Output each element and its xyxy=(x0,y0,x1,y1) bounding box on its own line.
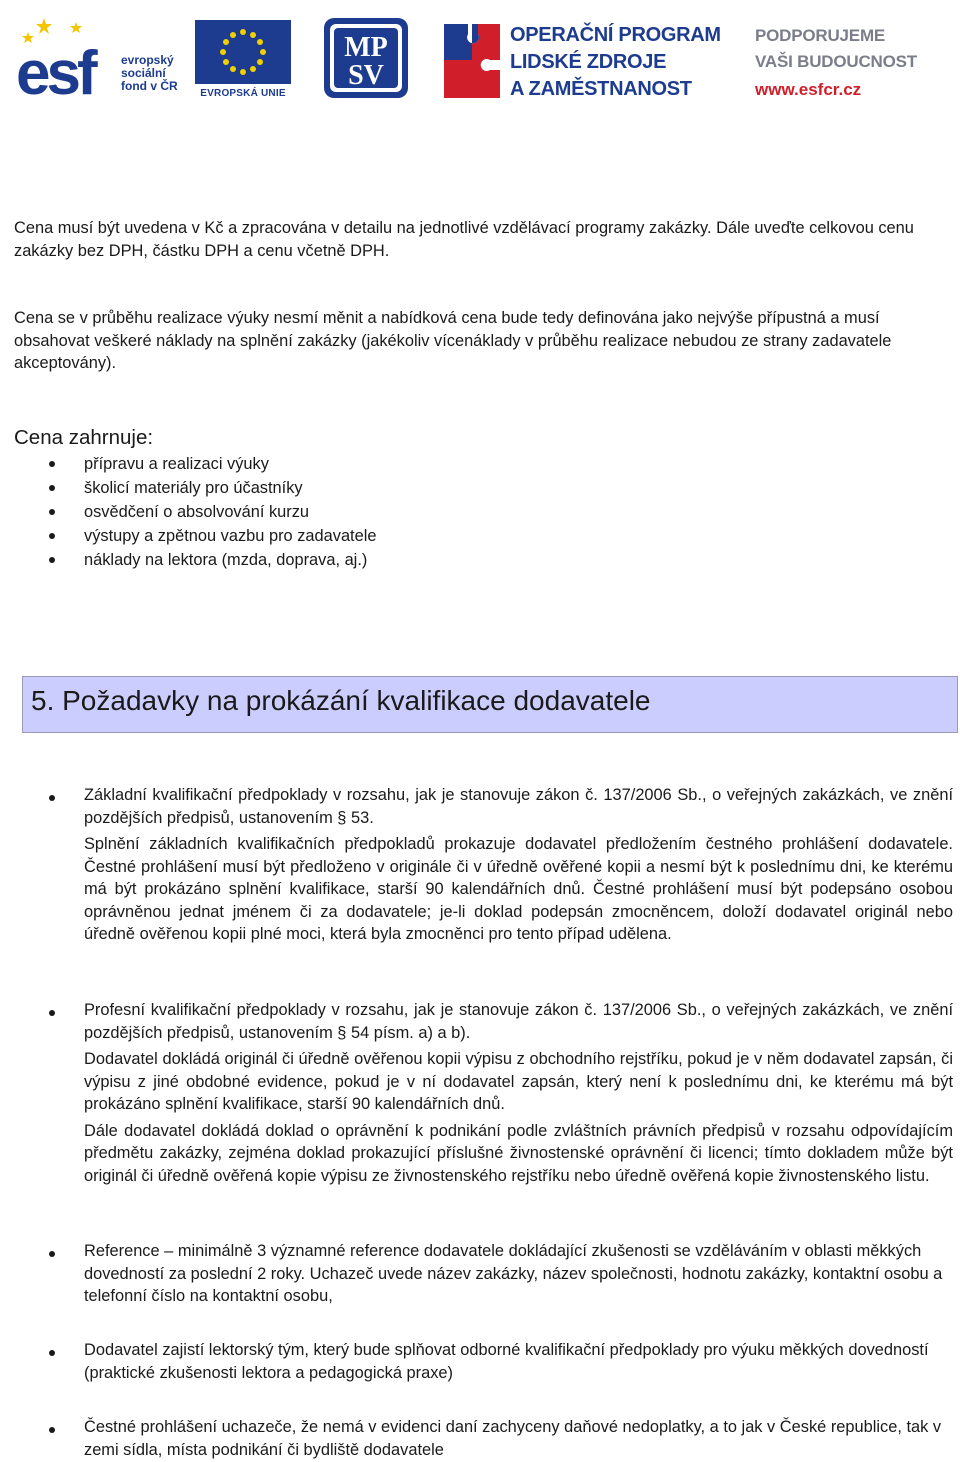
bullet-icon xyxy=(49,1350,55,1356)
item-paragraph: Dodavatel zajistí lektorský tým, který bude splňovat odborné kvalifikační předpoklady pro výuku měkkých dovedností (praktické zkušenosti lektora a pedagogická praxe) xyxy=(84,1341,929,1382)
item-paragraph: Reference – minimálně 3 významné reference dodavatele dokládající zkušenosti se vzděláváním v oblasti měkkých dovedností za poslední 2 roky. Uchazeč uvede název zakázky, název společnosti, hodnotu zakázky, kontaktní osobu a telefonní číslo na kontaktní osobu, xyxy=(84,1242,943,1305)
item-paragraph: Dále dodavatel dokládá doklad o oprávnění k podnikání podle zvláštních právních předpisů v rozsahu odpovídajícím předmětu zakázky, zejména doklad prokazující příslušné živnostenské oprávnění či licenci; tímto dokladem může být originál či úředně ověřená kopie výpisu ze živnostenského rejstříku nebo úředně ověřená kopie živnostenského listu. xyxy=(84,1121,953,1185)
eu-logo xyxy=(193,20,293,102)
item-paragraph: Profesní kvalifikační předpoklady v rozsahu, jak je stanovuje zákon č. 137/2006 Sb., o veřejných zakázkách, ve znění pozdějších předpisů, ustanovením § 54 písm. a) a b). xyxy=(84,1001,953,1042)
list-item xyxy=(0,476,377,500)
qualification-item-references xyxy=(0,1240,960,1308)
header-logos xyxy=(0,0,960,120)
qualification-item-professional xyxy=(0,999,960,1187)
bullet-icon xyxy=(49,1251,55,1257)
intro-paragraph-fixed-price: Cena se v průběhu realizace výuky nesmí měnit a nabídková cena bude tedy definována jako nejvýše přípustná a musí obsahovat veškeré náklady na splnění zakázky (jakékoliv vícenáklady v průběhu realizace nebudou ze strany zadavatele akceptovány). xyxy=(14,309,892,372)
bullet-icon xyxy=(49,795,55,801)
item-paragraph: Splnění základních kvalifikačních předpokladů prokazuje dodavatel předložením čestného prohlášení dodavatele. Čestné prohlášení musí být předloženo v originále či v úředně ověřené kopii a nesmí být k poslednímu dni, ke kterému má být prokázáno splnění kvalifikace, starší 90 kalendářních dnů. Čestné prohlášení musí být podepsáno osobou oprávněnou jednat jménem či za dodavatele; je-li doklad podepsán zmocněncem, doloží dodavatel originál nebo úředně ověřenou kopii plné moci, která byla zmocněnci pro tento případ udělena. xyxy=(84,835,953,943)
bullet-icon xyxy=(49,533,55,539)
support-logo xyxy=(755,24,955,104)
bullet-icon xyxy=(49,509,55,515)
intro-paragraph-price: Cena musí být uvedena v Kč a zpracována v detailu na jednotlivé vzdělávací programy zakázky. Dále uveďte celkovou cenu zakázky bez DPH, částku DPH a cenu včetně DPH. xyxy=(14,219,914,260)
section-title: 5. Požadavky na prokázání kvalifikace dodavatele xyxy=(31,685,651,716)
mpsv-logo xyxy=(322,16,410,100)
item-paragraph: Dodavatel dokládá originál či úředně ověřenou kopii výpisu z obchodního rejstříku, pokud je v něm dodavatel zapsán, či výpisu z jiné obdobné evidence, pokud je v ní dodavatel zapsán, který není k poslednímu dni, ke kterému má být prokázáno splnění kvalifikace, starší 90 kalendářních dnů. xyxy=(84,1050,953,1113)
item-paragraph: Čestné prohlášení uchazeče, že nemá v evidenci daní zachyceny daňové nedoplatky, a to jak v České republice, tak v zemi sídla, místa podnikání či bydliště dodavatele xyxy=(84,1418,942,1459)
bullet-icon xyxy=(49,1427,55,1433)
support-line: VAŠI BUDOUCNOST xyxy=(755,52,917,71)
list-item-text: osvědčení o absolvování kurzu xyxy=(84,503,310,521)
mpsv-icon xyxy=(322,16,410,100)
op-lzz-logo xyxy=(440,20,740,102)
svg-text:SV: SV xyxy=(348,60,384,91)
qualification-item-tax-declaration xyxy=(0,1416,960,1461)
list-item xyxy=(0,500,377,524)
bullet-icon xyxy=(49,485,55,491)
esf-caption-line: evropský xyxy=(121,53,174,67)
svg-text:MP: MP xyxy=(344,32,388,63)
qualification-item-basic xyxy=(0,784,960,946)
bullet-icon xyxy=(49,1010,55,1016)
svg-text:esf: esf xyxy=(16,39,94,104)
support-line: PODPORUJEME xyxy=(755,26,886,45)
list-item xyxy=(0,524,377,548)
list-item xyxy=(0,452,377,476)
eu-flag-icon xyxy=(193,20,293,86)
op-line: OPERAČNÍ PROGRAM xyxy=(510,24,721,46)
esf-caption-line: sociální xyxy=(121,66,166,80)
bullet-icon xyxy=(49,461,55,467)
op-line: A ZAMĚSTNANOST xyxy=(510,78,692,100)
list-item-text: přípravu a realizaci výuky xyxy=(84,455,269,473)
esf-logo xyxy=(14,14,194,104)
item-paragraph: Základní kvalifikační předpoklady v rozsahu, jak je stanovuje zákon č. 137/2006 Sb., o veřejných zakázkách, ve znění pozdějších předpisů, ustanovením § 53. xyxy=(84,786,953,827)
puzzle-icon xyxy=(440,20,504,102)
op-line: LIDSKÉ ZDROJE xyxy=(510,51,667,73)
esf-caption-line: fond v ČR xyxy=(121,79,178,93)
list-item-text: školicí materiály pro účastníky xyxy=(84,479,303,497)
esf-icon xyxy=(14,14,109,104)
list-item-text: náklady na lektora (mzda, doprava, aj.) xyxy=(84,551,368,569)
section-heading-box xyxy=(22,676,958,733)
qualification-item-lecturers xyxy=(0,1339,960,1384)
eu-caption: EVROPSKÁ UNIE xyxy=(200,88,286,99)
bullet-icon xyxy=(49,557,55,563)
esf-caption xyxy=(121,54,178,93)
list-item xyxy=(0,548,377,572)
list-item-text: výstupy a zpětnou vazbu pro zadavatele xyxy=(84,527,377,545)
price-includes-list xyxy=(0,452,377,572)
price-includes-heading: Cena zahrnuje: xyxy=(14,426,154,449)
support-url: www.esfcr.cz xyxy=(755,80,862,99)
